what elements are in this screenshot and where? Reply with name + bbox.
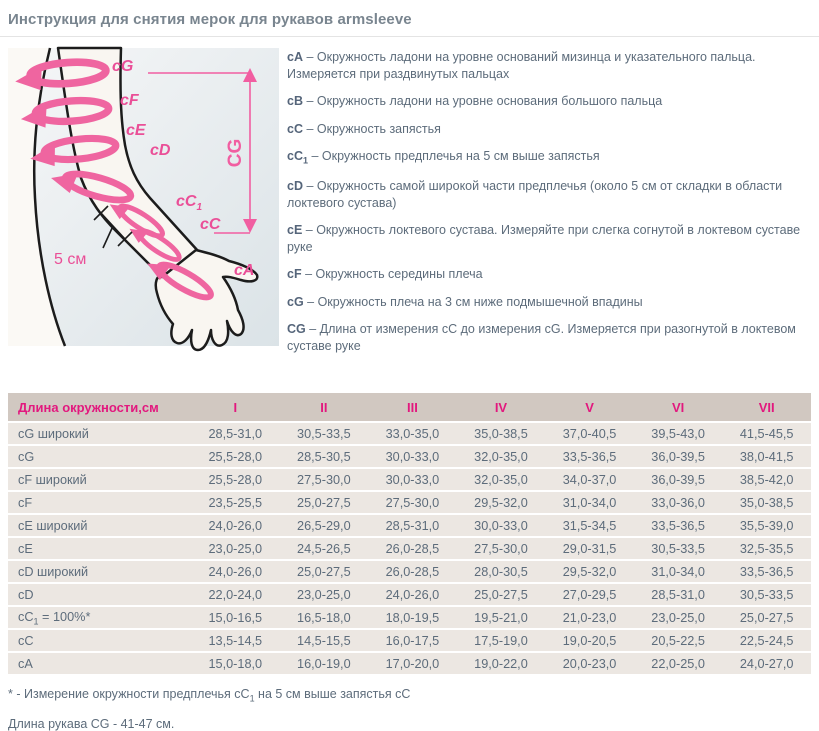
value-cell: 18,0-19,5 (368, 607, 457, 628)
value-cell: 25,0-27,5 (722, 607, 811, 628)
value-cell: 15,0-16,5 (191, 607, 280, 628)
measurement-description: – Окружность самой широкой части предплечья (около 5 см от складки в области локтевого сустава) (287, 179, 783, 210)
value-cell: 27,5-30,0 (280, 469, 369, 490)
value-cell: 24,5-26,5 (280, 538, 369, 559)
measurement-code: cC (287, 121, 303, 136)
measurement-code: cF (287, 267, 302, 282)
value-cell: 29,5-32,0 (545, 561, 634, 582)
ce-label: cE (126, 122, 146, 139)
table-row (8, 653, 811, 674)
five-cm-note: 5 см (54, 251, 87, 268)
value-cell: 32,0-35,0 (457, 469, 546, 490)
value-cell: 36,0-39,5 (634, 469, 723, 490)
measurement-description: – Окружность ладони на уровне основания большого пальца (302, 94, 663, 108)
value-cell: 24,0-27,0 (722, 653, 811, 674)
size-column-header-7: VII (722, 393, 811, 421)
value-cell: 24,0-26,0 (191, 515, 280, 536)
value-cell: 24,0-26,0 (368, 584, 457, 605)
value-cell: 41,5-45,5 (722, 423, 811, 444)
measurement-description: – Окружность локтевого сустава. Измеряйте при слегка согнутой в локтевом суставе руке (287, 223, 801, 254)
legend-item (287, 121, 811, 138)
value-cell: 28,5-30,5 (280, 446, 369, 467)
value-cell: 27,5-30,0 (457, 538, 546, 559)
row-label-cell: cF (8, 492, 191, 513)
value-cell: 23,0-25,0 (191, 538, 280, 559)
legend-item (287, 93, 811, 110)
legend-item (287, 266, 811, 283)
value-cell: 26,0-28,5 (368, 538, 457, 559)
value-cell: 23,5-25,5 (191, 492, 280, 513)
value-cell: 38,5-42,0 (722, 469, 811, 490)
measurement-code: cA (287, 50, 303, 64)
value-cell: 35,5-39,0 (722, 515, 811, 536)
size-column-header-4: IV (457, 393, 546, 421)
value-cell: 29,0-31,5 (545, 538, 634, 559)
measurement-code: cG (287, 294, 304, 309)
legend-item (287, 49, 811, 82)
instruction-section (0, 37, 819, 365)
footnotes (0, 676, 819, 731)
value-cell: 33,5-36,5 (634, 515, 723, 536)
measurement-code: CG (287, 322, 306, 337)
value-cell: 25,0-27,5 (280, 561, 369, 582)
value-cell: 24,0-26,0 (191, 561, 280, 582)
cd-label: cD (150, 142, 171, 159)
footnote: Длина рукава CG - 41-47 см. (8, 716, 175, 731)
value-cell: 19,0-20,5 (545, 630, 634, 651)
value-cell: 23,0-25,0 (280, 584, 369, 605)
value-cell: 30,0-33,0 (368, 446, 457, 467)
row-label-cell: cD (8, 584, 191, 605)
cg-label: cG (112, 58, 134, 75)
legend-item (287, 321, 811, 354)
table-row (8, 446, 811, 467)
measurement-code: cD (287, 179, 303, 194)
row-label-cell: cD широкий (8, 561, 191, 582)
table-row (8, 561, 811, 582)
measurement-code: cB (287, 94, 303, 108)
value-cell: 31,5-34,5 (545, 515, 634, 536)
value-cell: 31,0-34,0 (545, 492, 634, 513)
size-table (8, 391, 811, 676)
table-corner-header: Длина окружности,см (8, 393, 191, 421)
value-cell: 21,0-23,0 (545, 607, 634, 628)
cf-label: cF (120, 92, 139, 109)
value-cell: 22,5-24,5 (722, 630, 811, 651)
value-cell: 36,0-39,5 (634, 446, 723, 467)
table-row (8, 515, 811, 536)
value-cell: 33,0-35,0 (368, 423, 457, 444)
value-cell: 25,5-28,0 (191, 446, 280, 467)
measurement-description: – Окружность запястья (302, 121, 441, 136)
size-column-header-3: III (368, 393, 457, 421)
measurement-description: – Длина от измерения cC до измерения cG. Измеряется при разогнутой в локтевом суставе руке (287, 322, 796, 353)
row-label-cell: $cC_1 = 100\%*$ (8, 607, 191, 628)
row-label-cell: cA (8, 653, 191, 674)
value-cell: 33,5-36,5 (545, 446, 634, 467)
size-column-header-1: I (191, 393, 280, 421)
footnote: * - Измерение окружности предплечья $cC_1$ на 5 см выше запястья cC (8, 687, 411, 704)
value-cell: 13,5-14,5 (191, 630, 280, 651)
value-cell: 20,5-22,5 (634, 630, 723, 651)
table-row (8, 607, 811, 628)
row-label-cell: cE (8, 538, 191, 559)
value-cell: 25,0-27,5 (457, 584, 546, 605)
value-cell: 29,5-32,0 (457, 492, 546, 513)
value-cell: 31,0-34,0 (634, 561, 723, 582)
value-cell: 27,5-30,0 (368, 492, 457, 513)
measurement-description: – Окружность ладони на уровне оснований мизинца и указательного пальца. Измеряется при раздвинутых пальцах (287, 50, 756, 81)
table-row (8, 538, 811, 559)
measurement-description: – Окружность плеча на 3 см ниже подмышечной впадины (303, 294, 643, 309)
row-label-cell: cG широкий (8, 423, 191, 444)
value-cell: 15,0-18,0 (191, 653, 280, 674)
arm-measurement-diagram (8, 48, 279, 346)
cg-dimension-label: CG (225, 138, 246, 168)
value-cell: 37,0-40,5 (545, 423, 634, 444)
measurement-description: – Окружность предплечья на 5 см выше запястья (308, 149, 600, 163)
value-cell: 35,0-38,5 (722, 492, 811, 513)
value-cell: 28,0-30,5 (457, 561, 546, 582)
value-cell: 30,0-33,0 (368, 469, 457, 490)
value-cell: 28,5-31,0 (634, 584, 723, 605)
value-cell: 22,0-25,0 (634, 653, 723, 674)
value-cell: 19,0-22,0 (457, 653, 546, 674)
value-cell: 16,5-18,0 (280, 607, 369, 628)
size-column-header-5: V (545, 393, 634, 421)
value-cell: 17,0-20,0 (368, 653, 457, 674)
value-cell: 17,5-19,0 (457, 630, 546, 651)
cc-label: cC (200, 216, 221, 233)
value-cell: 25,5-28,0 (191, 469, 280, 490)
value-cell: 25,0-27,5 (280, 492, 369, 513)
value-cell: 32,5-35,5 (722, 538, 811, 559)
size-column-header-6: VI (634, 393, 723, 421)
table-header-row (8, 393, 811, 421)
table-row (8, 584, 811, 605)
value-cell: 39,5-43,0 (634, 423, 723, 444)
value-cell: 23,0-25,0 (634, 607, 723, 628)
table-row (8, 630, 811, 651)
row-label-cell: cG (8, 446, 191, 467)
legend-item (287, 148, 811, 167)
value-cell: 19,5-21,0 (457, 607, 546, 628)
table-row (8, 469, 811, 490)
measurement-code: $cC_1$ (287, 149, 308, 166)
size-column-header-2: II (280, 393, 369, 421)
ca-label: cA (234, 262, 255, 279)
value-cell: 30,5-33,5 (722, 584, 811, 605)
table-row (8, 492, 811, 513)
measurement-legend (279, 48, 811, 365)
legend-item (287, 222, 811, 255)
value-cell: 33,5-36,5 (722, 561, 811, 582)
value-cell: 30,5-33,5 (634, 538, 723, 559)
row-label-cell: cF широкий (8, 469, 191, 490)
value-cell: 22,0-24,0 (191, 584, 280, 605)
value-cell: 26,0-28,5 (368, 561, 457, 582)
value-cell: 16,0-19,0 (280, 653, 369, 674)
value-cell: 30,5-33,5 (280, 423, 369, 444)
measurement-description: – Окружность середины плеча (301, 267, 483, 282)
table-row (8, 423, 811, 444)
value-cell: 32,0-35,0 (457, 446, 546, 467)
value-cell: 20,0-23,0 (545, 653, 634, 674)
value-cell: 26,5-29,0 (280, 515, 369, 536)
arm-diagram-image (8, 48, 279, 346)
value-cell: 30,0-33,0 (457, 515, 546, 536)
value-cell: 38,0-41,5 (722, 446, 811, 467)
value-cell: 28,5-31,0 (191, 423, 280, 444)
value-cell: 16,0-17,5 (368, 630, 457, 651)
measurement-code: cE (287, 223, 303, 238)
row-label-cell: cE широкий (8, 515, 191, 536)
value-cell: 33,0-36,0 (634, 492, 723, 513)
legend-item (287, 294, 811, 311)
cc1-label: $cC_1$ (176, 193, 203, 213)
legend-item (287, 178, 811, 211)
page-title: Инструкция для снятия мерок для рукавов armsleeve (8, 11, 412, 28)
row-label-cell: cC (8, 630, 191, 651)
value-cell: 27,0-29,5 (545, 584, 634, 605)
value-cell: 28,5-31,0 (368, 515, 457, 536)
value-cell: 14,5-15,5 (280, 630, 369, 651)
value-cell: 34,0-37,0 (545, 469, 634, 490)
value-cell: 35,0-38,5 (457, 423, 546, 444)
